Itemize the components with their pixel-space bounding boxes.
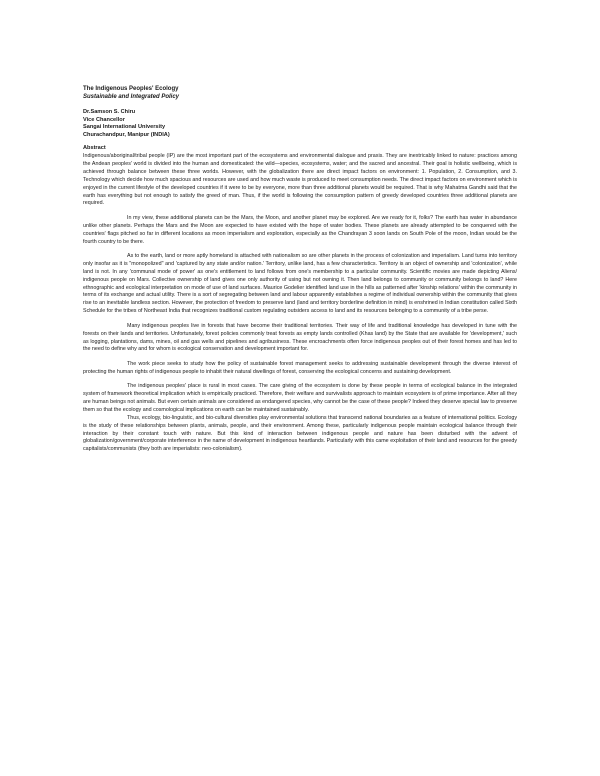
- author-block: [83, 109, 517, 139]
- author-position: Vice Chancellor: [83, 116, 125, 123]
- author-location: Churachandpur, Manipur (INDIA): [83, 131, 170, 138]
- author-institution: Sangai International University: [83, 124, 166, 131]
- document-subtitle: Sustainable and Integrated Policy: [83, 94, 180, 100]
- abstract-paragraph: Indigenous/aboriginal/tribal people (IP) are the most important part of the ecosystems and environmental dialogue and praxis. They are inextricably linked to nature: practices among the Andean peoples' world is divided into the human and domesticated: the wild—species, ecosystems, water; and the sacred and ancestral. Their goal is holistic wellbeing, which is achieved through balance between these three worlds. However, with the globalization there are direct impact factors on environment: 1. Population, 2. Consumption, and 3. Technology which decide how much spacious and resources are used and how much waste is produced to meet consumption needs. The direct impact factors on environment which is enjoyed in the current lifestyle of the developed countries if it were to be by everyone, more than three additional planets would be required. That is why Mahatma Gandhi said that the earth has everything but not enough to satisfy the greed of man. Thus, if the world is following the consumption pattern of greedy developed countries three additional planets are required.: [83, 152, 517, 207]
- body-paragraph: Thus, ecology, bio-linguistic, and bio-cultural diversities play environmental solutions that transcend national boundaries as a feature of international politics. Ecology is the study of these relationships between plants, animals, people, and their environment. Among these, particularly indigenous people maintain ecological balance through their interaction by their constant touch with nature. But this kind of interaction between indigenous people and nature has been disturbed with the advent of globalization/government/corporate interference in the name of development in indigenous heartlands. Particularly with this came exploitation of their land and resources for the greedy capitalists/communists (they both are imperialists: neo-colonialism).: [83, 414, 517, 453]
- body-paragraph: As to the earth, land or more aptly homeland is attached with nationalism so are other planets in the process of colonization and imperialism. Land turns into territory only insofar as it is "monopolized" and 'captured by any state and/or nation.' Territory, unlike land, has a few characteristics. Territory is an object of ownership and 'colonization', while land is not. In any 'communal mode of power' as one's entitlement to land follows from one's membership to a particular community. Scientific movies are made depicting Aliens/ indigenous people on Mars. Collective ownership of land gives one only authority of using but not owning it. Then land belongs to community or community belongs to land? Here ethnographic and ecological interpretation on mode of use of land surfaces. Maurice Godelier identified land use in the hills as patterned after 'kinship relations' within the community in terms of its exchange and actual utility. There is a sort of segregating between land and labour apparently establishes a regime of individual ownership within the community that gives rise to an inevitable landless section. However, the protection of freedom to preserve land (land and territory borderline definition in mind) is enshrined in Indian constitution called Sixth Schedule for the tribes of Northeast India that recognizes traditional custom regulating outsiders access to land and its resources belonging to a community of a tribe perse.: [83, 252, 517, 315]
- body-paragraph: The work piece seeks to study how the policy of sustainable forest management seeks to addressing sustainable development through the diverse interest of protecting the human rights of indigenous people to inhabit their natural dwellings of forest, conserving the ecological concerns and sustaining development.: [83, 360, 517, 375]
- body-paragraph: In my view, these additional planets can be the Mars, the Moon, and another planet may be explored. Are we ready for it, folks? The earth has water in abundance unlike other planets. Perhaps the Mars and the Moon are expected to have existed with the hope of water bodies. These planets are already attempted to be conquered with the countries' flags pitched so far in different locations as moon imperialism and exploration, especially as the Chandrayan 3 soon lands on South Pole of the moon, Indian would be the fourth country to be there.: [83, 214, 517, 245]
- author-name: Dr.Samson S. Chiru: [83, 109, 136, 115]
- document-title: The Indigenous Peoples' Ecology: [83, 86, 179, 92]
- document-body: [83, 85, 517, 454]
- body-paragraph: The indigenous peoples' place is rural in most cases. The care giving of the ecosystem is done by these people in terms of ecological balance in the integrated system of framework theoretical implication which is empirically practiced. Therefore, their welfare and survivalists approach to maintain ecosystem is of prime importance. After all they are human beings not animals. But even certain animals are considered as endangered species, why cannot be the case of these people? Indeed they deserve special law to preserve them so that the ecology and cosmological implications on earth can be maintained sustainably.: [83, 383, 517, 413]
- body-paragraph: Many indigenous peoples live in forests that have become their traditional territories. Their way of life and traditional knowledge has developed in tune with the forests on their lands and territories. Unfortunately, forest policies commonly treat forests as empty lands controlled (Khas land) by the State that are available for 'development,' such as logging, plantations, dams, mines, oil and gas wells and pipelines and agribusiness. These encroachments often force indigenous peoples out of their forest homes and has led to the need to define why and for whom is ecological conservation and development important for.: [83, 322, 517, 353]
- abstract-heading: Abstract: [83, 145, 106, 152]
